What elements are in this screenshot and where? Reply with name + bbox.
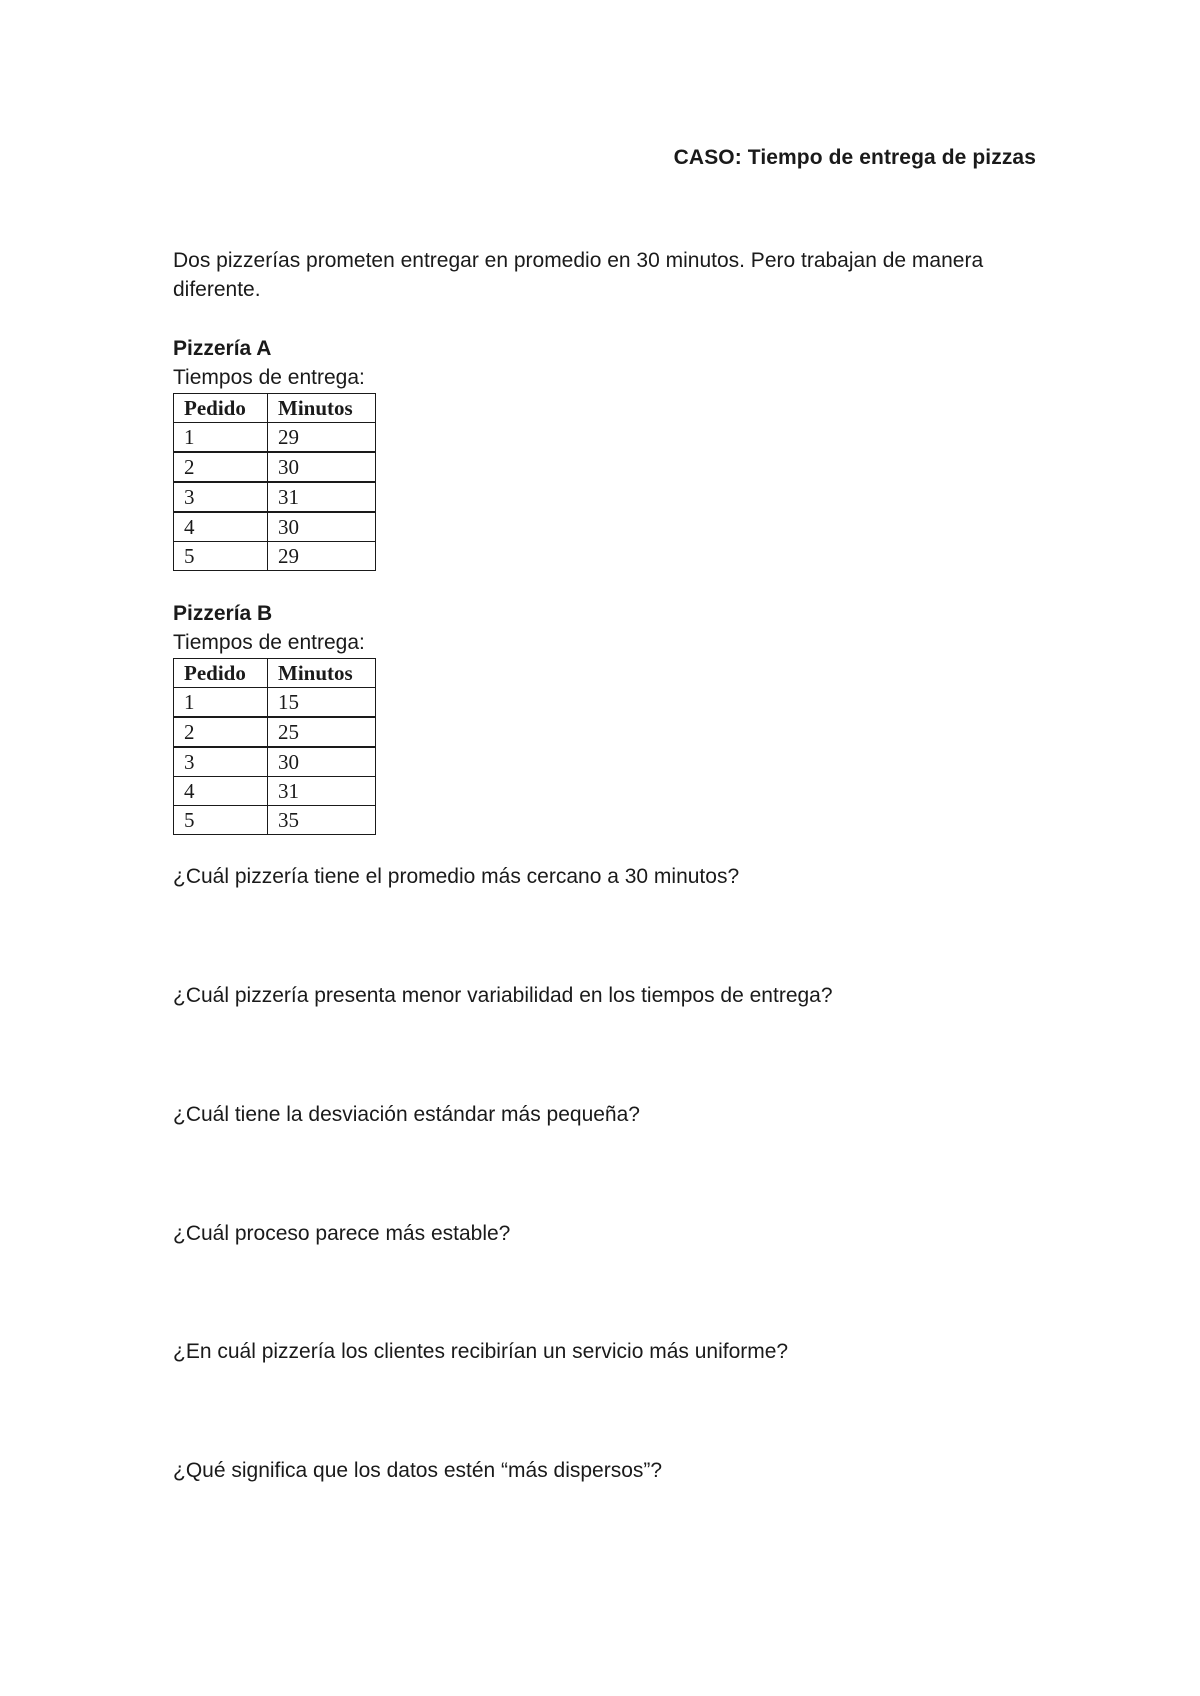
cell-pedido: 5 [174, 806, 268, 835]
cell-pedido: 1 [174, 423, 268, 453]
cell-pedido: 3 [174, 747, 268, 777]
table-row [174, 747, 376, 777]
cell-minutos: 31 [268, 777, 376, 806]
table-row [174, 777, 376, 806]
pizzeria-a-section [173, 334, 376, 571]
pizzeria-a-table [173, 393, 376, 571]
table-row [174, 717, 376, 747]
cell-minutos: 30 [268, 512, 376, 542]
cell-minutos: 30 [268, 747, 376, 777]
column-header-minutos: Minutos [268, 394, 376, 423]
table-row [174, 423, 376, 453]
cell-pedido: 2 [174, 452, 268, 482]
page-title: CASO: Tiempo de entrega de pizzas [673, 146, 1036, 169]
table-row [174, 452, 376, 482]
table-row [174, 542, 376, 571]
table-row [174, 688, 376, 718]
cell-minutos: 25 [268, 717, 376, 747]
pizzeria-a-heading: Pizzería A [173, 337, 272, 360]
question-6: ¿Qué significa que los datos estén “más dispersos”? [173, 1459, 663, 1482]
question-5: ¿En cuál pizzería los clientes recibirían un servicio más uniforme? [173, 1340, 789, 1363]
table-row [174, 512, 376, 542]
cell-pedido: 1 [174, 688, 268, 718]
cell-pedido: 2 [174, 717, 268, 747]
cell-pedido: 5 [174, 542, 268, 571]
table-header-row [174, 659, 376, 688]
cell-pedido: 4 [174, 777, 268, 806]
cell-minutos: 30 [268, 452, 376, 482]
question-3: ¿Cuál tiene la desviación estándar más pequeña? [173, 1103, 640, 1126]
question-2: ¿Cuál pizzería presenta menor variabilidad en los tiempos de entrega? [173, 984, 833, 1007]
cell-minutos: 35 [268, 806, 376, 835]
pizzeria-b-section [173, 599, 376, 835]
pizzeria-b-table [173, 658, 376, 835]
pizzeria-b-subheading: Tiempos de entrega: [173, 631, 365, 654]
intro-paragraph: Dos pizzerías prometen entregar en promedio en 30 minutos. Pero trabajan de manera diferente. [173, 249, 984, 301]
cell-minutos: 29 [268, 542, 376, 571]
column-header-pedido: Pedido [174, 394, 268, 423]
cell-minutos: 15 [268, 688, 376, 718]
table-row [174, 806, 376, 835]
column-header-pedido: Pedido [174, 659, 268, 688]
question-1: ¿Cuál pizzería tiene el promedio más cercano a 30 minutos? [173, 865, 740, 888]
table-header-row [174, 394, 376, 423]
cell-minutos: 29 [268, 423, 376, 453]
cell-pedido: 3 [174, 482, 268, 512]
pizzeria-a-subheading: Tiempos de entrega: [173, 366, 365, 389]
cell-minutos: 31 [268, 482, 376, 512]
column-header-minutos: Minutos [268, 659, 376, 688]
table-row [174, 482, 376, 512]
pizzeria-b-heading: Pizzería B [173, 602, 273, 625]
question-4: ¿Cuál proceso parece más estable? [173, 1222, 511, 1245]
cell-pedido: 4 [174, 512, 268, 542]
